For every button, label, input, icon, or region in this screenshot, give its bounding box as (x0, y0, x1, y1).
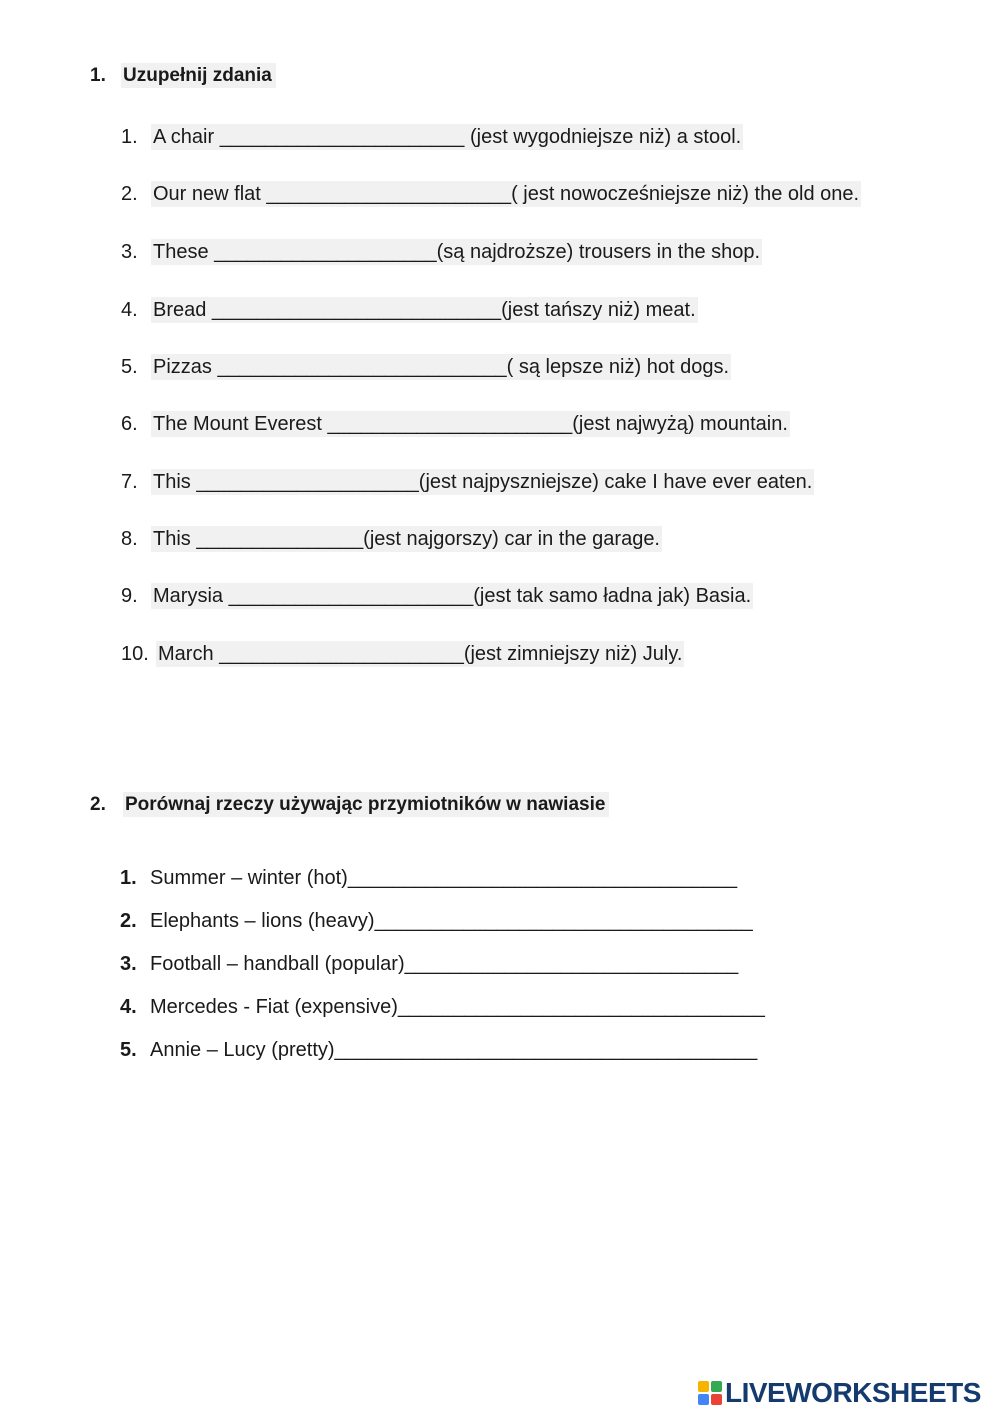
logo-text: LIVEWORKSHEETS (725, 1377, 981, 1408)
exercise-1-item-4 (121, 296, 698, 324)
exercise-1-item-5 (121, 353, 731, 381)
item-number: 10. (121, 643, 149, 665)
item-text: This _______________(jest najgorszy) car in the garage. (153, 528, 660, 550)
item-number: 1. (121, 126, 138, 148)
item-number: 5. (121, 356, 138, 378)
exercise-1-item-6 (121, 410, 790, 438)
exercise-1-item-9 (121, 582, 753, 610)
item-number: 2. (121, 183, 138, 205)
liveworksheets-logo (698, 1376, 981, 1410)
item-text: Football – handball (popular)______________________________ (150, 953, 739, 975)
exercise-2-item-3 (120, 950, 738, 978)
item-number: 7. (121, 471, 138, 493)
exercise-2-item-5 (120, 1036, 757, 1064)
item-number: 3. (120, 953, 137, 975)
logo-tile (698, 1394, 709, 1405)
item-number: 5. (120, 1039, 137, 1061)
item-text: These ____________________(są najdroższe) trousers in the shop. (153, 241, 761, 263)
item-number: 1. (120, 867, 137, 889)
section-1-number: 1. (90, 65, 106, 86)
item-number: 6. (121, 413, 138, 435)
item-text: Marysia ______________________(jest tak samo ładna jak) Basia. (153, 585, 752, 607)
exercise-1-item-10 (121, 640, 684, 668)
item-number: 4. (120, 996, 137, 1018)
item-text: Mercedes - Fiat (expensive)_________________________________ (150, 996, 765, 1018)
item-number: 3. (121, 241, 138, 263)
item-text: March ______________________(jest zimniejszy niż) July. (158, 643, 683, 665)
logo-tile (711, 1394, 722, 1405)
logo-tile (698, 1381, 709, 1392)
exercise-1-item-1 (121, 123, 743, 151)
item-text: Summer – winter (hot)___________________________________ (150, 867, 738, 889)
item-text: Elephants – lions (heavy)__________________________________ (150, 910, 753, 932)
item-number: 9. (121, 585, 138, 607)
exercise-1-item-3 (121, 238, 762, 266)
item-text: This ____________________(jest najpyszniejsze) cake I have ever eaten. (153, 471, 813, 493)
item-text: Our new flat ______________________( jest nowocześniejsze niż) the old one. (153, 183, 860, 205)
exercise-1-item-7 (121, 468, 814, 496)
exercise-2-item-1 (120, 864, 737, 892)
item-text: Bread __________________________(jest tańszy niż) meat. (153, 299, 696, 321)
logo-mark-icon (698, 1381, 722, 1405)
section-1-title: Uzupełnij zdania (121, 63, 276, 88)
logo-tile (711, 1381, 722, 1392)
section-2-number: 2. (90, 794, 106, 815)
section-2-title: Porównaj rzeczy używając przymiotników w nawiasie (123, 792, 609, 817)
exercise-2-item-2 (120, 907, 753, 935)
item-number: 2. (120, 910, 137, 932)
item-text: Pizzas __________________________( są lepsze niż) hot dogs. (153, 356, 729, 378)
item-text: Annie – Lucy (pretty)______________________________________ (150, 1039, 758, 1061)
exercise-1-item-8 (121, 525, 662, 553)
section-2-heading (90, 791, 609, 819)
section-1-heading (90, 62, 276, 90)
item-text: A chair ______________________ (jest wygodniejsze niż) a stool. (153, 126, 742, 148)
exercise-1-item-2 (121, 180, 861, 208)
exercise-2-item-4 (120, 993, 765, 1021)
item-number: 4. (121, 299, 138, 321)
item-text: The Mount Everest ______________________(jest najwyżą) mountain. (153, 413, 788, 435)
item-number: 8. (121, 528, 138, 550)
